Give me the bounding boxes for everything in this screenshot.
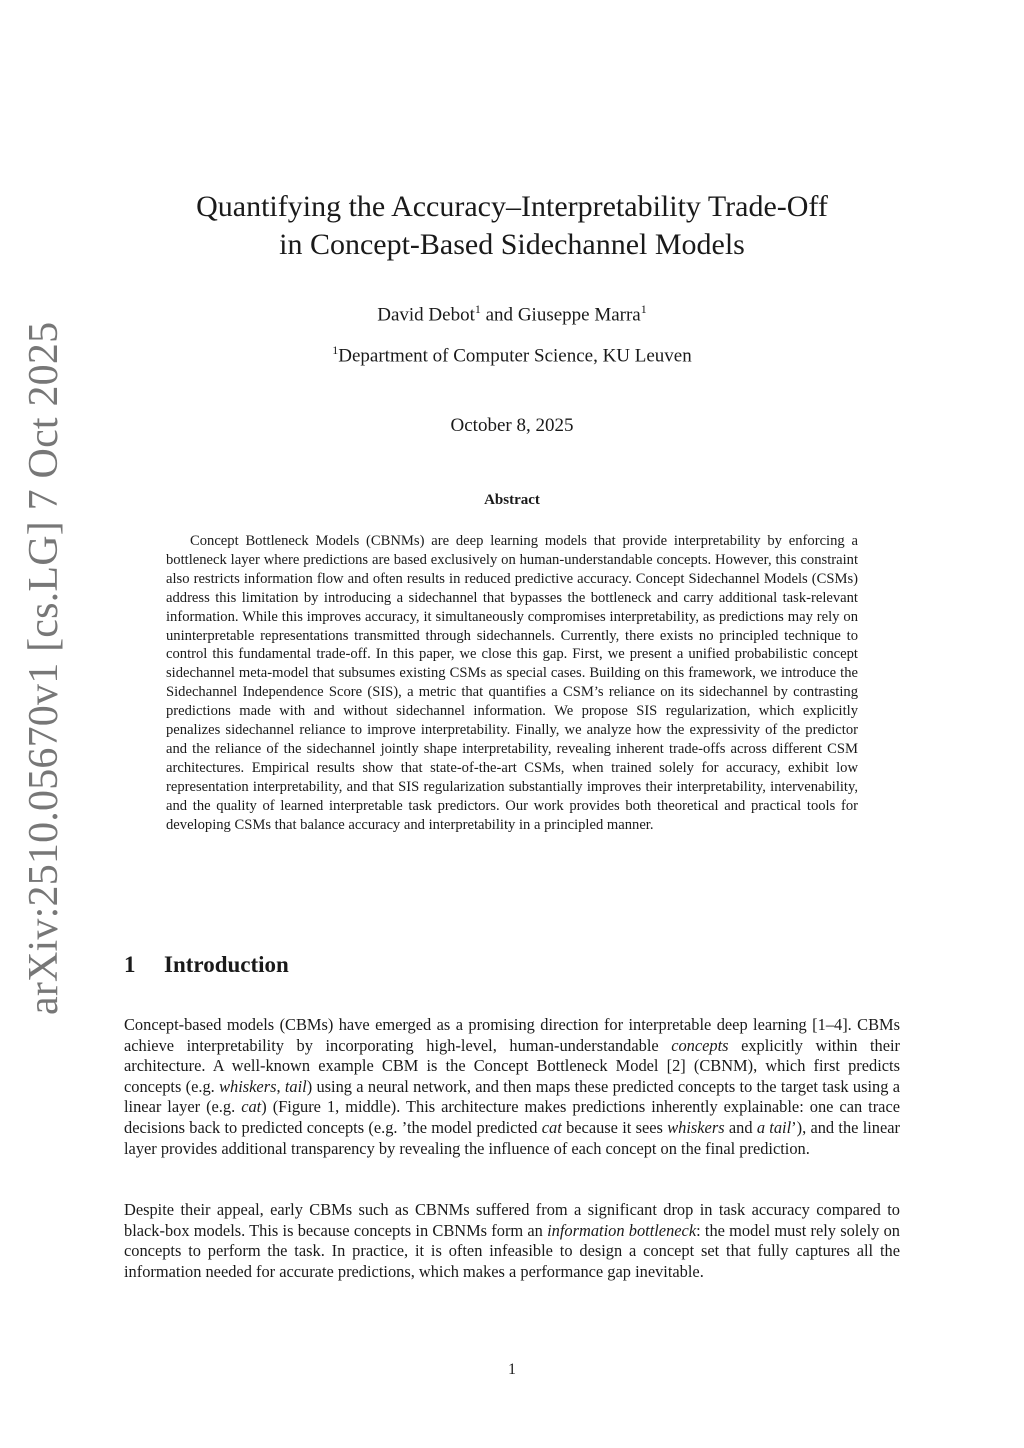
text-run: because it sees [561, 1117, 668, 1137]
emphasis: cat [241, 1097, 262, 1117]
text-run: : the model must rely solely on concepts to perform the task. In practice, it is often infeasible to design a concept set that fully captures all the information needed for accurate predictions, which makes a performance gap inevitable. [124, 1220, 900, 1281]
text-run: ) (Figure 1, middle). This architecture makes predictions inherently explainable: one can trace decisions back to predicted concepts (e.g. ’the model predicted [124, 1097, 900, 1137]
abstract-text: Concept Bottleneck Models (CBNMs) are deep learning models that provide interpretability by enforcing a bottleneck layer where predictions are based exclusively on human-understandable concepts. However, this constraint also restricts information flow and often results in reduced predictive accuracy. Concept Sidechannel Models (CSMs) address this limitation by introducing a sidechannel that bypasses the bottleneck and carry additional task-relevant information. While this improves accuracy, it simultaneously compromises interpretability, as predictions may rely on uninterpretable representations transmitted through sidechannels. Currently, there exists no principled technique to control this fundamental trade-off. In this paper, we close this gap. First, we present a unified probabilistic concept sidechannel meta-model that subsumes existing CSMs as special cases. Building on this framework, we introduce the Sidechannel Independence Score (SIS), a metric that quantifies a CSM’s reliance on its sidechannel by contrasting predictions made with and without sidechannel information. We propose SIS regularization, which explicitly penalizes sidechannel reliance to improve interpretability. Finally, we analyze how the expressivity of the predictor and the reliance of the sidechannel jointly shape interpretability, revealing inherent trade-offs across different CSM architectures. Empirical results show that state-of-the-art CSMs, when trained solely for accuracy, exhibit low representation interpretability, and that SIS regularization substantially improves their interpretability, intervenability, and the quality of learned interpretable task predictors. Our work provides both theoretical and practical tools for developing CSMs that balance accuracy and interpretability in a principled manner. [166, 533, 858, 833]
paper-title [140, 188, 884, 264]
author-affiliation-mark: 1 [474, 302, 481, 316]
section-title: Introduction [164, 952, 289, 977]
affiliation [140, 337, 884, 369]
text-run: , [276, 1076, 285, 1096]
text-run: Concept-based models (CBMs) have emerged as a promising direction for interpretable deep learning [1–4]. CBMs achieve interpretability by incorporating high-level, human-understandable [124, 1015, 900, 1055]
emphasis: tail [284, 1076, 307, 1096]
text-run: Despite their appeal, early CBMs such as CBNMs suffered from a significant drop in task accuracy compared to black-box models. This is because concepts in CBNMs form an [124, 1200, 900, 1240]
publication-date: October 8, 2025 [450, 415, 574, 436]
arxiv-identifier: arXiv:2510.05670v1 [cs.LG] 7 Oct 2025 [21, 321, 67, 1015]
title-line-1: Quantifying the Accuracy–Interpretability Trade-Off [196, 190, 828, 223]
author-affiliation-mark: 1 [640, 302, 647, 316]
emphasis: whiskers [219, 1076, 277, 1096]
emphasis: cat [541, 1117, 562, 1137]
author-list [140, 296, 884, 328]
abstract-heading: Abstract [484, 492, 540, 508]
author-name: Giuseppe Marra [517, 304, 641, 326]
emphasis: concepts [671, 1035, 729, 1055]
body-paragraph [124, 1200, 900, 1282]
text-run: ’), and the linear layer provides additional transparency by revealing the influence of each concept on the final prediction. [124, 1117, 901, 1158]
text-run: ) using a neural network, and then maps these predicted concepts to the target task using a linear layer (e.g. [124, 1076, 900, 1117]
title-line-2: in Concept-Based Sidechannel Models [279, 228, 745, 261]
author-name: David Debot [377, 304, 475, 326]
body-paragraph [124, 1015, 900, 1159]
emphasis: a tail [756, 1117, 792, 1137]
text-run: and [724, 1117, 757, 1137]
author-conjunction: and [480, 304, 518, 326]
page-number: 1 [508, 1361, 516, 1378]
text-run: explicitly within their architecture. A well-known example CBM is the Concept Bottleneck Model [2] (CBNM), which first predicts concepts (e.g. [124, 1035, 900, 1096]
emphasis: whiskers [667, 1117, 725, 1137]
section-heading [124, 950, 824, 980]
affiliation-text: Department of Computer Science, KU Leuven [338, 345, 692, 367]
affiliation-mark: 1 [332, 343, 339, 357]
emphasis: information bottleneck [547, 1220, 697, 1240]
section-number: 1 [124, 952, 136, 977]
